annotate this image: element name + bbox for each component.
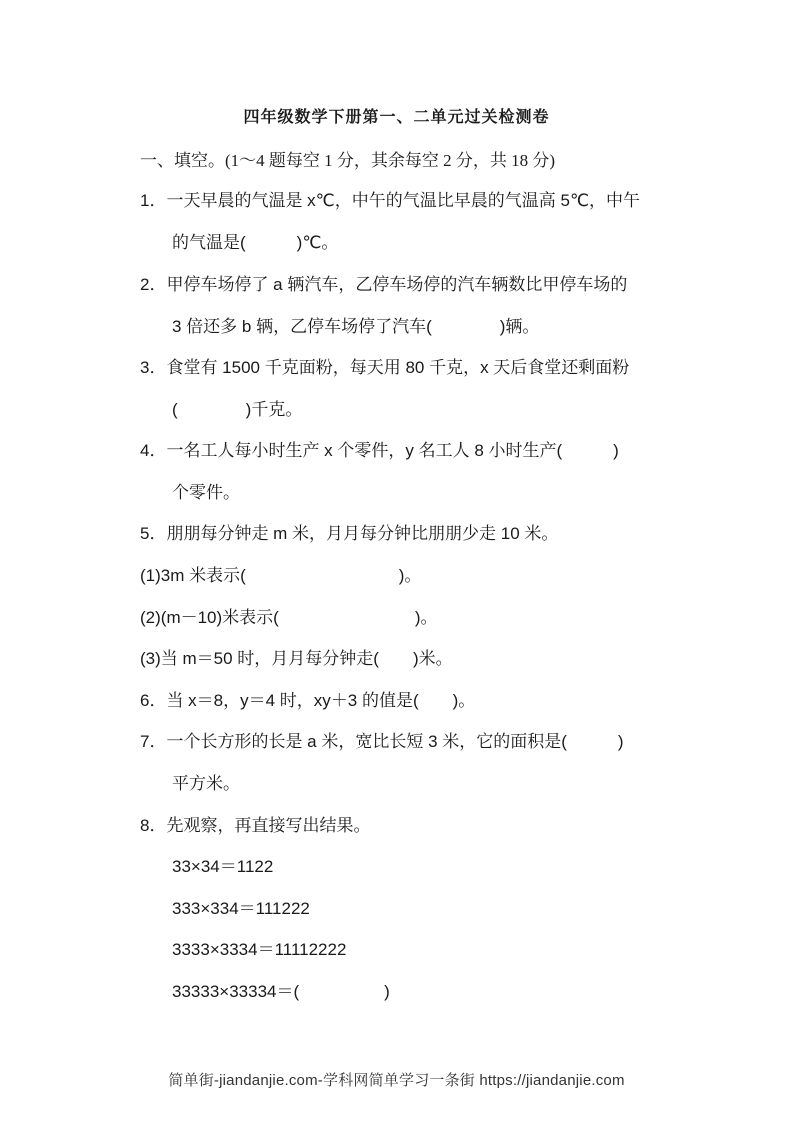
question-3-line-1: 3．食堂有 1500 千克面粉，每天用 80 千克，x 天后食堂还剩面粉 xyxy=(140,358,630,377)
question-6: 6．当 x＝8，y＝4 时，xy＋3 的值是( )。 xyxy=(140,691,476,710)
question-7-line-1: 7．一个长方形的长是 a 米，宽比长短 3 米，它的面积是( ) xyxy=(140,732,624,751)
question-5-part-2: (2)(m－10)米表示( )。 xyxy=(140,608,438,627)
equation-2: 333×334＝111222 xyxy=(172,899,310,918)
question-5-part-1: (1)3m 米表示( )。 xyxy=(140,566,422,585)
section-heading: 一、填空。(1～4 题每空 1 分，其余每空 2 分，共 18 分) xyxy=(140,151,556,170)
question-4-line-1: 4．一名工人每小时生产 x 个零件，y 名工人 8 小时生产( ) xyxy=(140,441,619,460)
question-5-part-3: (3)当 m＝50 时，月月每分钟走( )米。 xyxy=(140,649,453,668)
equation-3: 3333×3334＝11112222 xyxy=(172,940,347,959)
question-5: 5．朋朋每分钟走 m 米，月月每分钟比朋朋少走 10 米。 xyxy=(140,524,559,543)
question-8: 8．先观察，再直接写出结果。 xyxy=(140,816,371,835)
question-7-line-2: 平方米。 xyxy=(172,774,240,793)
question-4-line-2: 个零件。 xyxy=(172,483,240,502)
question-1-line-1: 1．一天早晨的气温是 x℃，中午的气温比早晨的气温高 5℃，中午 xyxy=(140,191,641,210)
page-title: 四年级数学下册第一、二单元过关检测卷 xyxy=(243,107,550,126)
question-3-line-2: ( )千克。 xyxy=(172,400,303,419)
question-2-line-1: 2．甲停车场停了 a 辆汽车，乙停车场停的汽车辆数比甲停车场的 xyxy=(140,275,628,294)
question-2-line-2: 3 倍还多 b 辆，乙停车场停了汽车( )辆。 xyxy=(172,317,540,336)
footer-watermark: 简单街-jiandanjie.com-学科网简单学习一条街 https://jiandanjie.com xyxy=(168,1072,625,1089)
equation-1: 33×34＝1122 xyxy=(172,857,274,876)
equation-4: 33333×33334＝( ) xyxy=(172,982,390,1001)
question-1-line-2: 的气温是( )℃。 xyxy=(172,233,339,252)
